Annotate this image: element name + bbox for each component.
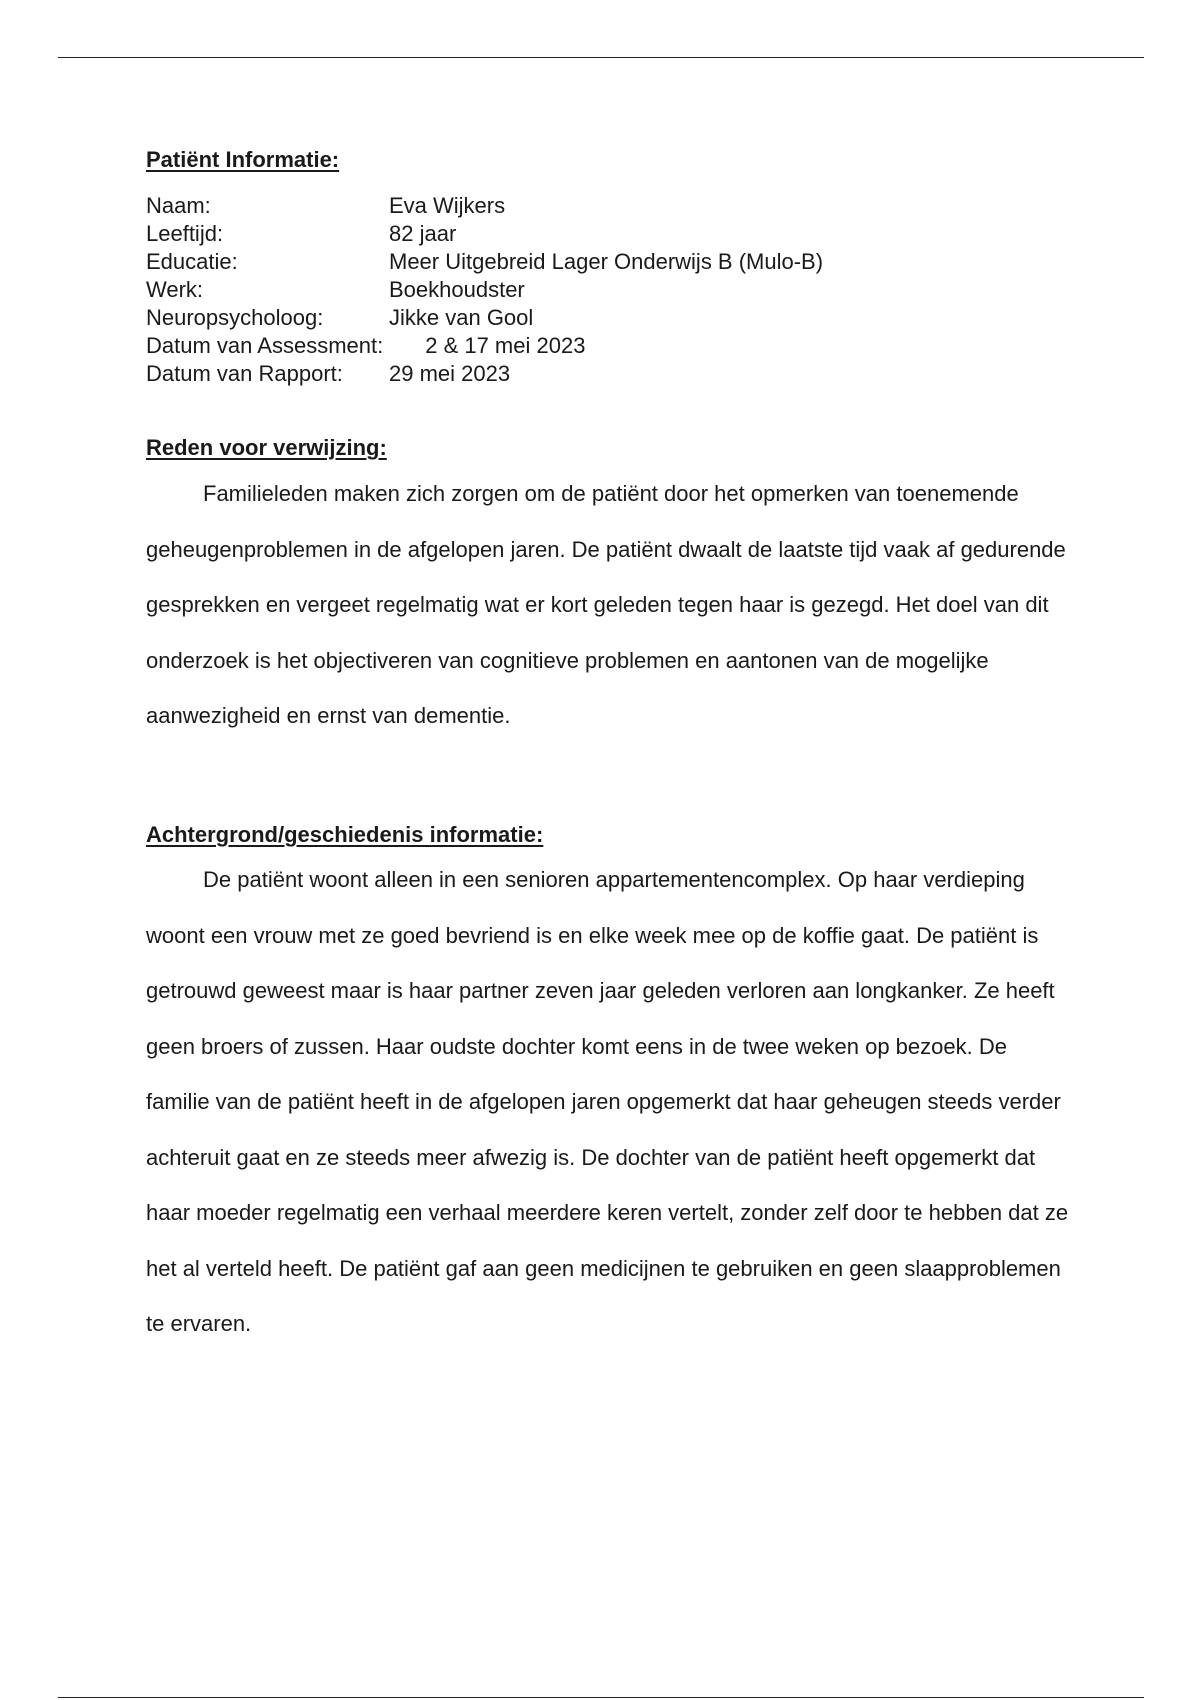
top-rule (58, 57, 1144, 58)
info-value: Boekhoudster (389, 277, 525, 302)
info-row-name (146, 192, 823, 220)
info-label: Naam: (146, 193, 211, 218)
info-row-assessment-date (146, 332, 823, 360)
info-label: Neuropsycholoog: (146, 305, 324, 330)
info-row-neuropsychologist (146, 304, 823, 332)
referral-paragraph: Familieleden maken zich zorgen om de patiënt door het opmerken van toenemende geheugenproblemen in de afgelopen jaren. De patiënt dwaalt de laatste tijd vaak af gedurende gesprekken en vergeet regelmatig wat er kort geleden tegen haar is gezegd. Het doel van dit onderzoek is het objectiveren van cognitieve problemen en aantonen van de mogelijke aanwezigheid en ernst van dementie. (146, 481, 1066, 728)
patient-info-table (146, 192, 823, 388)
info-label: Educatie: (146, 249, 238, 274)
background-paragraph: De patiënt woont alleen in een senioren appartementencomplex. Op haar verdieping woont een vrouw met ze goed bevriend is en elke week mee op de koffie gaat. De patiënt is getrouwd geweest maar is haar partner zeven jaar geleden verloren aan longkanker. Ze heeft geen broers of zussen. Haar oudste dochter komt eens in de twee weken op bezoek. De familie van de patiënt heeft in de afgelopen jaren opgemerkt dat haar geheugen steeds verder achteruit gaat en ze steeds meer afwezig is. De dochter van de patiënt heeft opgemerkt dat haar moeder regelmatig een verhaal meerdere keren vertelt, zonder zelf door te hebben dat ze het al verteld heeft. De patiënt gaf aan geen medicijnen te gebruiken en geen slaapproblemen te ervaren. (146, 867, 1069, 1336)
info-row-report-date (146, 360, 823, 388)
info-value: 2 & 17 mei 2023 (425, 333, 586, 358)
background-heading: Achtergrond/geschiedenis informatie: (146, 822, 544, 847)
info-row-work (146, 276, 823, 304)
info-value: Eva Wijkers (389, 193, 506, 218)
info-value: Jikke van Gool (389, 305, 534, 330)
referral-heading: Reden voor verwijzing: (146, 435, 387, 460)
info-label: Datum van Rapport: (146, 361, 343, 386)
info-value: Meer Uitgebreid Lager Onderwijs B (Mulo-B) (389, 249, 824, 274)
info-row-age (146, 220, 823, 248)
info-label: Leeftijd: (146, 221, 224, 246)
info-value: 29 mei 2023 (389, 361, 511, 386)
bottom-rule (58, 1697, 1144, 1698)
info-label: Werk: (146, 277, 204, 302)
info-value: 82 jaar (389, 221, 457, 246)
info-label: Datum van Assessment: (146, 333, 384, 358)
info-row-education (146, 248, 823, 276)
patient-info-heading: Patiënt Informatie: (146, 147, 340, 172)
